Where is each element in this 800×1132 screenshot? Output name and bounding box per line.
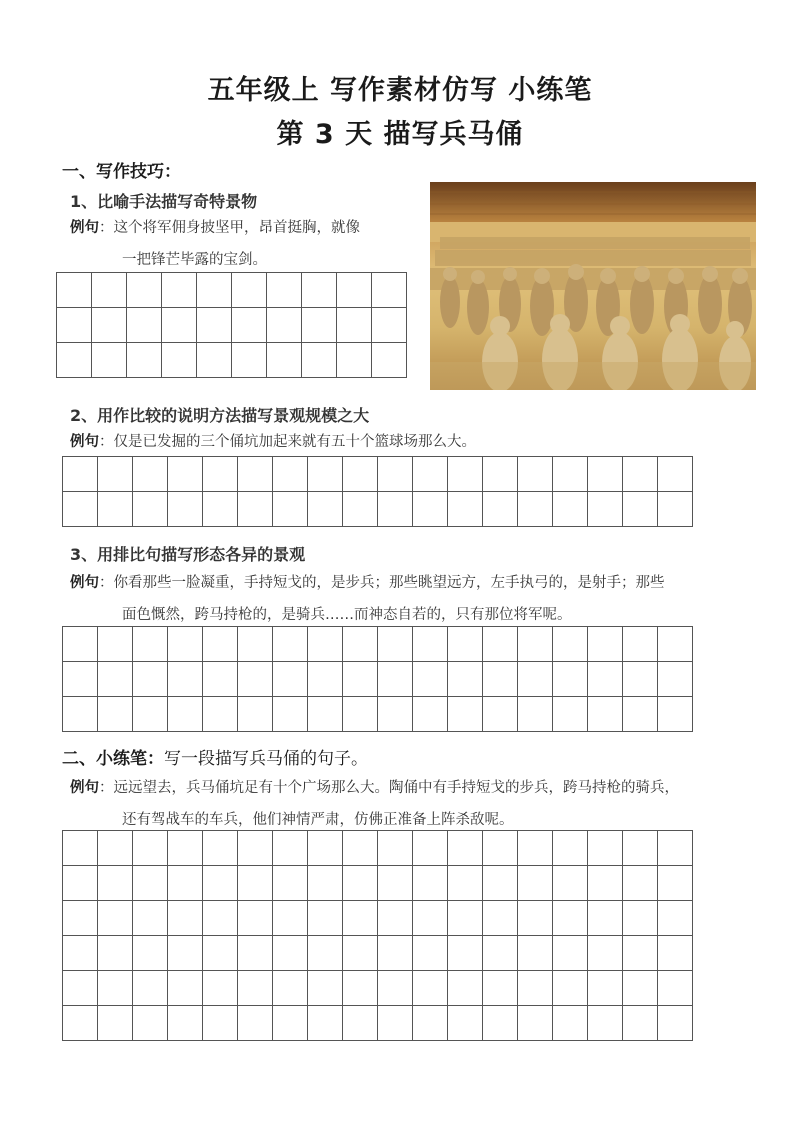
grid-cell[interactable] [238, 971, 273, 1006]
grid-cell[interactable] [63, 1006, 98, 1041]
grid-cell[interactable] [483, 866, 518, 901]
grid-cell[interactable] [98, 662, 133, 697]
grid-cell[interactable] [238, 627, 273, 662]
grid-cell[interactable] [343, 866, 378, 901]
grid-cell[interactable] [273, 971, 308, 1006]
grid-cell[interactable] [448, 697, 483, 732]
grid-cell[interactable] [553, 492, 588, 527]
grid-cell[interactable] [168, 662, 203, 697]
grid-cell[interactable] [238, 1006, 273, 1041]
grid-cell[interactable] [273, 936, 308, 971]
grid-cell[interactable] [553, 662, 588, 697]
grid-cell[interactable] [98, 901, 133, 936]
grid-cell[interactable] [413, 457, 448, 492]
grid-cell[interactable] [658, 627, 693, 662]
grid-cell[interactable] [57, 273, 92, 308]
grid-cell[interactable] [133, 662, 168, 697]
grid-row [63, 662, 693, 697]
grid-cell[interactable] [63, 697, 98, 732]
grid-cell[interactable] [133, 492, 168, 527]
grid-cell[interactable] [553, 627, 588, 662]
grid-cell[interactable] [238, 662, 273, 697]
grid-cell[interactable] [273, 831, 308, 866]
grid-cell[interactable] [553, 697, 588, 732]
grid-cell[interactable] [238, 936, 273, 971]
grid-cell[interactable] [57, 308, 92, 343]
grid-cell[interactable] [308, 971, 343, 1006]
grid-cell[interactable] [273, 457, 308, 492]
item1-example [70, 212, 360, 276]
grid-cell[interactable] [308, 492, 343, 527]
section2-heading [62, 744, 368, 769]
grid-cell[interactable] [63, 971, 98, 1006]
grid-cell[interactable] [623, 831, 658, 866]
grid-cell[interactable] [92, 308, 127, 343]
grid-cell[interactable] [658, 901, 693, 936]
grid-cell[interactable] [518, 1006, 553, 1041]
grid-cell[interactable] [168, 457, 203, 492]
grid-cell[interactable] [378, 936, 413, 971]
example-text: 还有驾战车的车兵，他们神情严肃，仿佛正准备上阵杀敌呢。 [122, 812, 514, 828]
item2-heading: 2、用作比较的说明方法描写景观规模之大 [70, 406, 370, 425]
grid-cell[interactable] [623, 627, 658, 662]
example-text: ：你看那些一脸凝重，手持短戈的，是步兵；那些眺望远方，左手执弓的，是射手；那些 [99, 575, 665, 591]
grid-cell[interactable] [127, 343, 162, 378]
grid-cell[interactable] [203, 831, 238, 866]
grid-cell[interactable] [413, 831, 448, 866]
grid-cell[interactable] [378, 492, 413, 527]
grid-cell[interactable] [448, 866, 483, 901]
grid-cell[interactable] [197, 273, 232, 308]
grid-cell[interactable] [623, 697, 658, 732]
grid-cell[interactable] [553, 971, 588, 1006]
grid-cell[interactable] [483, 901, 518, 936]
writing-grid-1[interactable] [56, 272, 407, 378]
grid-cell[interactable] [588, 971, 623, 1006]
grid-cell[interactable] [308, 901, 343, 936]
grid-cell[interactable] [448, 936, 483, 971]
grid-cell[interactable] [162, 308, 197, 343]
grid-cell[interactable] [203, 866, 238, 901]
grid-cell[interactable] [518, 936, 553, 971]
grid-cell[interactable] [343, 492, 378, 527]
grid-cell[interactable] [238, 697, 273, 732]
grid-row [63, 1006, 693, 1041]
grid-row [63, 627, 693, 662]
grid-cell[interactable] [448, 492, 483, 527]
grid-cell[interactable] [553, 831, 588, 866]
example-text: 一把锋芒毕露的宝剑。 [122, 252, 267, 268]
grid-cell[interactable] [302, 273, 337, 308]
grid-cell[interactable] [337, 273, 372, 308]
grid-cell[interactable] [413, 866, 448, 901]
grid-cell[interactable] [197, 343, 232, 378]
grid-row [57, 308, 407, 343]
grid-cell[interactable] [623, 662, 658, 697]
grid-cell[interactable] [203, 492, 238, 527]
grid-cell[interactable] [343, 662, 378, 697]
grid-cell[interactable] [483, 697, 518, 732]
example-label: 例句 [70, 575, 99, 591]
grid-cell[interactable] [483, 627, 518, 662]
grid-cell[interactable] [658, 831, 693, 866]
grid-cell[interactable] [133, 936, 168, 971]
example-text: ：这个将军佣身披坚甲，昂首挺胸，就像 [99, 220, 360, 236]
grid-cell[interactable] [623, 901, 658, 936]
grid-cell[interactable] [238, 901, 273, 936]
grid-cell[interactable] [343, 627, 378, 662]
grid-cell[interactable] [378, 866, 413, 901]
grid-cell[interactable] [413, 662, 448, 697]
grid-cell[interactable] [518, 457, 553, 492]
grid-cell[interactable] [133, 831, 168, 866]
grid-cell[interactable] [308, 866, 343, 901]
grid-cell[interactable] [588, 831, 623, 866]
grid-cell[interactable] [658, 457, 693, 492]
example-text: ：仅是已发掘的三个俑坑加起来就有五十个篮球场那么大。 [99, 434, 476, 450]
grid-cell[interactable] [553, 901, 588, 936]
grid-cell[interactable] [413, 1006, 448, 1041]
grid-cell[interactable] [483, 1006, 518, 1041]
grid-cell[interactable] [343, 971, 378, 1006]
grid-cell[interactable] [658, 1006, 693, 1041]
example-label: 例句 [70, 220, 99, 236]
grid-cell[interactable] [483, 492, 518, 527]
grid-cell[interactable] [378, 457, 413, 492]
example-text: ：远远望去，兵马俑坑足有十个广场那么大。陶俑中有手持短戈的步兵，跨马持枪的骑兵， [99, 780, 679, 796]
writing-grid-3[interactable] [62, 626, 693, 732]
grid-cell[interactable] [343, 901, 378, 936]
grid-cell[interactable] [553, 1006, 588, 1041]
grid-cell[interactable] [378, 1006, 413, 1041]
grid-cell[interactable] [203, 457, 238, 492]
grid-cell[interactable] [378, 971, 413, 1006]
grid-cell[interactable] [203, 901, 238, 936]
grid-row [63, 971, 693, 1006]
grid-cell[interactable] [238, 492, 273, 527]
grid-cell[interactable] [343, 697, 378, 732]
example-text: 面色慨然，跨马持枪的，是骑兵……而神态自若的，只有那位将军呢。 [122, 607, 572, 623]
terracotta-army-photo [430, 182, 756, 390]
grid-cell[interactable] [168, 901, 203, 936]
grid-cell[interactable] [133, 901, 168, 936]
grid-cell[interactable] [267, 343, 302, 378]
grid-cell[interactable] [448, 831, 483, 866]
grid-cell[interactable] [273, 1006, 308, 1041]
grid-cell[interactable] [232, 308, 267, 343]
grid-cell[interactable] [168, 831, 203, 866]
grid-cell[interactable] [378, 627, 413, 662]
grid-cell[interactable] [448, 901, 483, 936]
item1-heading: 1、比喻手法描写奇特景物 [70, 192, 258, 211]
grid-cell[interactable] [448, 627, 483, 662]
grid-cell[interactable] [238, 831, 273, 866]
grid-cell[interactable] [518, 971, 553, 1006]
grid-cell[interactable] [98, 1006, 133, 1041]
grid-cell[interactable] [238, 457, 273, 492]
grid-cell[interactable] [133, 1006, 168, 1041]
grid-cell[interactable] [337, 343, 372, 378]
grid-cell[interactable] [343, 457, 378, 492]
item3-heading: 3、用排比句描写形态各异的景观 [70, 545, 306, 564]
grid-cell[interactable] [413, 936, 448, 971]
grid-cell[interactable] [448, 1006, 483, 1041]
grid-cell[interactable] [98, 627, 133, 662]
section2-example [70, 772, 679, 836]
grid-cell[interactable] [588, 697, 623, 732]
grid-cell[interactable] [133, 971, 168, 1006]
item3-example [70, 567, 665, 631]
grid-cell[interactable] [267, 273, 302, 308]
grid-cell[interactable] [98, 831, 133, 866]
grid-cell[interactable] [98, 457, 133, 492]
grid-cell[interactable] [658, 971, 693, 1006]
grid-cell[interactable] [168, 697, 203, 732]
grid-cell[interactable] [203, 662, 238, 697]
grid-cell[interactable] [623, 971, 658, 1006]
grid-cell[interactable] [98, 697, 133, 732]
grid-cell[interactable] [162, 343, 197, 378]
writing-grid-2[interactable] [62, 456, 693, 527]
grid-cell[interactable] [588, 492, 623, 527]
grid-cell[interactable] [623, 457, 658, 492]
grid-cell[interactable] [273, 697, 308, 732]
grid-cell[interactable] [623, 492, 658, 527]
grid-row [63, 936, 693, 971]
grid-cell[interactable] [127, 308, 162, 343]
grid-cell[interactable] [378, 901, 413, 936]
grid-cell[interactable] [588, 866, 623, 901]
grid-cell[interactable] [483, 831, 518, 866]
grid-cell[interactable] [308, 1006, 343, 1041]
grid-cell[interactable] [658, 697, 693, 732]
grid-cell[interactable] [448, 971, 483, 1006]
grid-cell[interactable] [518, 662, 553, 697]
grid-row [63, 901, 693, 936]
grid-cell[interactable] [273, 662, 308, 697]
grid-cell[interactable] [63, 936, 98, 971]
grid-cell[interactable] [168, 971, 203, 1006]
grid-cell[interactable] [553, 866, 588, 901]
grid-cell[interactable] [518, 831, 553, 866]
grid-row [63, 831, 693, 866]
grid-cell[interactable] [483, 457, 518, 492]
section2-title: 二、小练笔： [62, 749, 164, 769]
writing-grid-4[interactable] [62, 830, 693, 1041]
grid-cell[interactable] [302, 308, 337, 343]
grid-cell[interactable] [63, 866, 98, 901]
grid-cell[interactable] [168, 866, 203, 901]
grid-cell[interactable] [308, 697, 343, 732]
grid-cell[interactable] [413, 901, 448, 936]
grid-cell[interactable] [308, 662, 343, 697]
section2-desc: 写一段描写兵马俑的句子。 [164, 749, 368, 769]
grid-row [63, 866, 693, 901]
grid-cell[interactable] [203, 971, 238, 1006]
grid-cell[interactable] [238, 866, 273, 901]
grid-cell[interactable] [98, 971, 133, 1006]
grid-cell[interactable] [518, 492, 553, 527]
grid-cell[interactable] [98, 936, 133, 971]
grid-cell[interactable] [378, 831, 413, 866]
grid-cell[interactable] [308, 457, 343, 492]
grid-cell[interactable] [98, 492, 133, 527]
page-subtitle: 第 3 天 描写兵马俑 [276, 119, 524, 150]
grid-cell[interactable] [133, 697, 168, 732]
grid-cell[interactable] [588, 901, 623, 936]
grid-cell[interactable] [232, 343, 267, 378]
grid-cell[interactable] [273, 492, 308, 527]
grid-cell[interactable] [203, 1006, 238, 1041]
grid-cell[interactable] [133, 866, 168, 901]
grid-cell[interactable] [658, 492, 693, 527]
grid-cell[interactable] [413, 697, 448, 732]
grid-cell[interactable] [63, 901, 98, 936]
grid-cell[interactable] [63, 662, 98, 697]
grid-cell[interactable] [337, 308, 372, 343]
grid-cell[interactable] [273, 901, 308, 936]
grid-cell[interactable] [168, 936, 203, 971]
grid-cell[interactable] [623, 866, 658, 901]
grid-cell[interactable] [267, 308, 302, 343]
grid-cell[interactable] [273, 866, 308, 901]
grid-row [57, 273, 407, 308]
grid-cell[interactable] [168, 1006, 203, 1041]
grid-cell[interactable] [483, 662, 518, 697]
grid-cell[interactable] [308, 831, 343, 866]
grid-cell[interactable] [378, 662, 413, 697]
grid-cell[interactable] [658, 662, 693, 697]
grid-cell[interactable] [232, 273, 267, 308]
grid-cell[interactable] [448, 457, 483, 492]
grid-cell[interactable] [92, 343, 127, 378]
grid-cell[interactable] [343, 831, 378, 866]
grid-cell[interactable] [588, 662, 623, 697]
section1-heading: 一、写作技巧： [62, 162, 181, 182]
grid-cell[interactable] [588, 457, 623, 492]
grid-cell[interactable] [343, 936, 378, 971]
grid-cell[interactable] [343, 1006, 378, 1041]
grid-cell[interactable] [308, 627, 343, 662]
grid-cell[interactable] [413, 971, 448, 1006]
page-title: 五年级上 写作素材仿写 小练笔 [207, 75, 593, 106]
grid-cell[interactable] [588, 1006, 623, 1041]
grid-cell[interactable] [168, 627, 203, 662]
grid-row [57, 343, 407, 378]
grid-cell[interactable] [197, 308, 232, 343]
grid-cell[interactable] [658, 866, 693, 901]
grid-cell[interactable] [127, 273, 162, 308]
grid-cell[interactable] [308, 936, 343, 971]
grid-cell[interactable] [378, 697, 413, 732]
grid-cell[interactable] [623, 1006, 658, 1041]
grid-cell[interactable] [448, 662, 483, 697]
grid-cell[interactable] [63, 457, 98, 492]
grid-row [63, 457, 693, 492]
grid-cell[interactable] [63, 492, 98, 527]
grid-cell[interactable] [658, 936, 693, 971]
grid-cell[interactable] [63, 627, 98, 662]
terracotta-army-image [430, 182, 756, 390]
grid-cell[interactable] [203, 697, 238, 732]
grid-cell[interactable] [413, 492, 448, 527]
grid-cell[interactable] [518, 627, 553, 662]
grid-cell[interactable] [162, 273, 197, 308]
grid-cell[interactable] [518, 697, 553, 732]
grid-cell[interactable] [518, 901, 553, 936]
grid-cell[interactable] [372, 273, 407, 308]
grid-cell[interactable] [302, 343, 337, 378]
grid-cell[interactable] [273, 627, 308, 662]
grid-cell[interactable] [57, 343, 92, 378]
grid-cell[interactable] [623, 936, 658, 971]
grid-cell[interactable] [168, 492, 203, 527]
grid-row [63, 697, 693, 732]
grid-cell[interactable] [372, 343, 407, 378]
grid-cell[interactable] [98, 866, 133, 901]
grid-cell[interactable] [483, 936, 518, 971]
grid-cell[interactable] [133, 457, 168, 492]
example-label: 例句 [70, 780, 99, 796]
grid-cell[interactable] [588, 936, 623, 971]
grid-cell[interactable] [372, 308, 407, 343]
grid-cell[interactable] [483, 971, 518, 1006]
grid-cell[interactable] [413, 627, 448, 662]
grid-cell[interactable] [92, 273, 127, 308]
grid-cell[interactable] [133, 627, 168, 662]
grid-cell[interactable] [203, 627, 238, 662]
grid-cell[interactable] [553, 936, 588, 971]
grid-cell[interactable] [518, 866, 553, 901]
grid-cell[interactable] [588, 627, 623, 662]
grid-cell[interactable] [553, 457, 588, 492]
grid-row [63, 492, 693, 527]
grid-cell[interactable] [203, 936, 238, 971]
grid-cell[interactable] [63, 831, 98, 866]
example-label: 例句 [70, 434, 99, 450]
item2-example [70, 426, 476, 458]
